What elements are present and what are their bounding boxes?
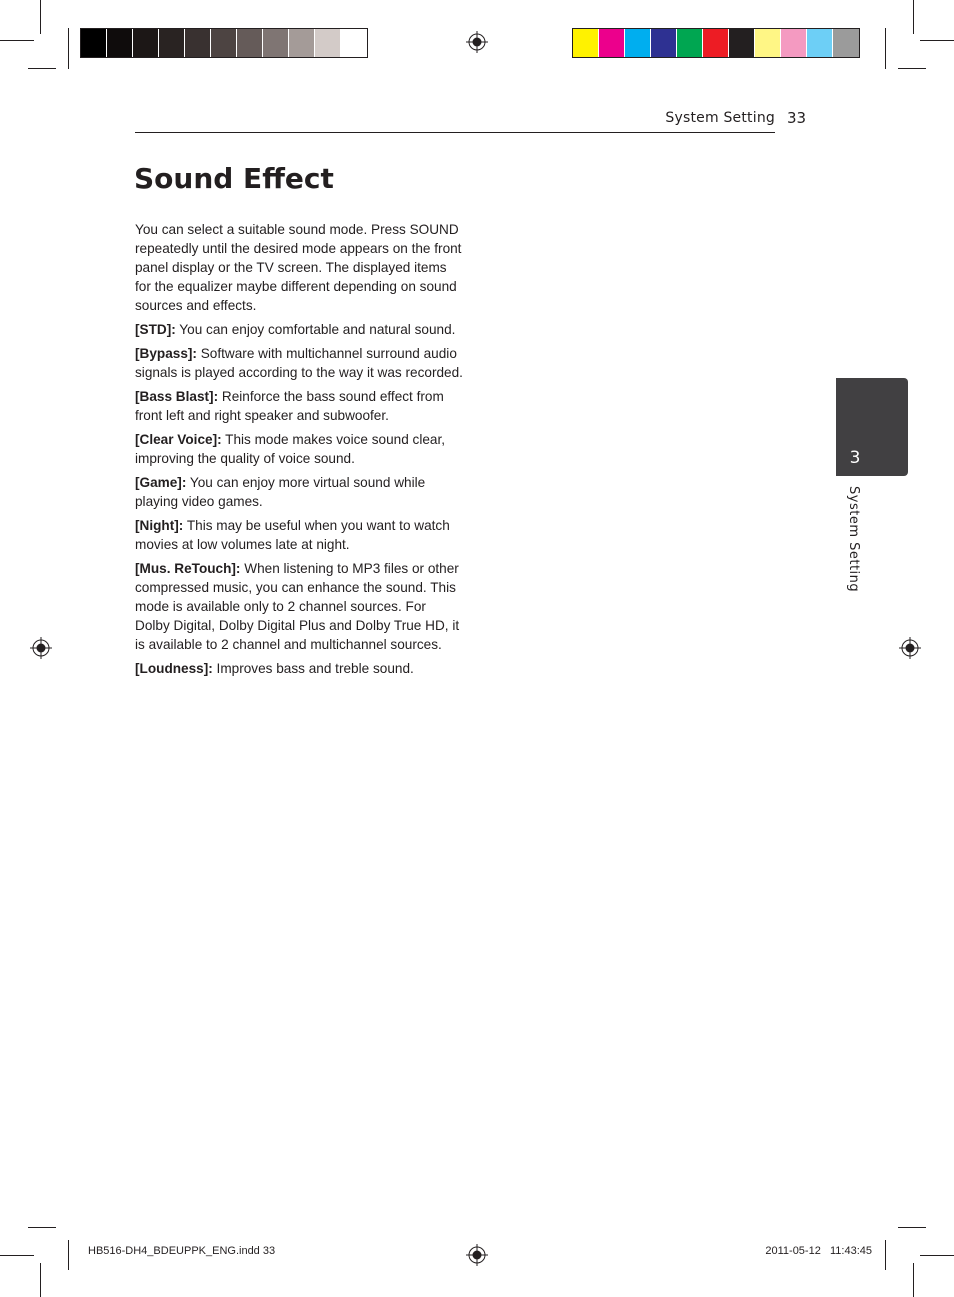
color-swatch	[703, 29, 729, 57]
crop-mark	[885, 1240, 886, 1270]
color-swatch	[677, 29, 703, 57]
registration-mark-icon	[466, 1244, 488, 1266]
color-swatch	[185, 29, 211, 57]
chapter-label: System Setting	[846, 486, 861, 593]
sound-mode-item	[135, 559, 463, 654]
crop-mark	[913, 0, 914, 34]
crop-mark	[28, 68, 56, 69]
registration-mark-icon	[899, 637, 921, 659]
chapter-number: 3	[849, 448, 861, 468]
color-swatch	[781, 29, 807, 57]
sound-mode-term: [STD]:	[135, 322, 176, 337]
intro-paragraph: You can select a suitable sound mode. Press SOUND repeatedly until the desired mode appears on the front panel display or the TV screen. The displayed items for the equalizer maybe different depending on sound sources and effects.	[135, 222, 462, 313]
color-swatch	[263, 29, 289, 57]
color-swatch	[315, 29, 341, 57]
sound-mode-item	[135, 387, 463, 425]
crop-mark	[28, 1227, 56, 1228]
color-swatch	[289, 29, 315, 57]
crop-mark	[920, 1255, 954, 1256]
crop-mark	[68, 28, 69, 69]
crop-mark	[40, 1263, 41, 1297]
color-swatch	[237, 29, 263, 57]
sound-mode-item	[135, 344, 463, 382]
sound-mode-item	[135, 430, 463, 468]
sound-mode-description: You can enjoy comfortable and natural sound.	[175, 322, 456, 337]
gray-calibration-bar	[80, 28, 368, 58]
crop-mark	[68, 1240, 69, 1270]
registration-mark-icon	[30, 637, 52, 659]
sound-mode-description: Software with multichannel surround audio signals is played according to the way it was recorded.	[135, 346, 463, 380]
sound-mode-description: When listening to MP3 files or other compressed music, you can enhance the sound. This mode is available only to 2 channel sources. For Dolby Digital, Dolby Digital Plus and Dolby True HD, it is available to 2 channel and multichannel sources.	[135, 561, 460, 652]
page-number: 33	[787, 109, 807, 127]
footer-timestamp: 2011-05-12 11:43:45	[765, 1245, 872, 1257]
sound-mode-item	[135, 473, 463, 511]
crop-mark	[0, 1255, 34, 1256]
sound-mode-item	[135, 659, 463, 678]
sound-mode-term: [Night]:	[135, 518, 184, 533]
sound-mode-term: [Mus. ReTouch]:	[135, 561, 241, 576]
crop-mark	[0, 40, 34, 41]
crop-mark	[40, 0, 41, 34]
running-header-section: System Setting	[665, 110, 775, 126]
sound-mode-description: Improves bass and treble sound.	[212, 661, 414, 676]
sound-mode-description: This mode makes voice sound clear, improving the quality of voice sound.	[135, 432, 446, 466]
registration-mark-icon	[466, 31, 488, 53]
footer-file-name: HB516-DH4_BDEUPPK_ENG.indd 33	[88, 1245, 276, 1257]
header-rule	[135, 132, 775, 133]
crop-mark	[898, 68, 926, 69]
sound-mode-list	[135, 320, 463, 678]
sound-mode-item	[135, 516, 463, 554]
color-swatch	[341, 29, 367, 57]
page-title: Sound Effect	[134, 162, 334, 195]
crop-mark	[913, 1263, 914, 1297]
color-swatch	[755, 29, 781, 57]
color-swatch	[729, 29, 755, 57]
sound-mode-term: [Clear Voice]:	[135, 432, 222, 447]
color-swatch	[573, 29, 599, 57]
color-swatch	[625, 29, 651, 57]
sound-mode-description: This may be useful when you want to watch movies at low volumes late at night.	[135, 518, 450, 552]
color-swatch	[81, 29, 107, 57]
color-swatch	[599, 29, 625, 57]
sound-mode-term: [Game]:	[135, 475, 187, 490]
color-swatch	[833, 29, 859, 57]
crop-mark	[898, 1227, 926, 1228]
sound-mode-description: You can enjoy more virtual sound while playing video games.	[135, 475, 426, 509]
body-text	[135, 220, 463, 683]
color-swatch	[807, 29, 833, 57]
color-swatch	[107, 29, 133, 57]
sound-mode-term: [Bass Blast]:	[135, 389, 219, 404]
sound-mode-item	[135, 320, 463, 339]
color-swatch	[159, 29, 185, 57]
color-swatch	[133, 29, 159, 57]
color-swatch	[651, 29, 677, 57]
sound-mode-description: Reinforce the bass sound effect from front left and right speaker and subwoofer.	[135, 389, 444, 423]
color-swatch	[211, 29, 237, 57]
color-calibration-bar	[572, 28, 860, 58]
sound-mode-term: [Bypass]:	[135, 346, 197, 361]
sound-mode-term: [Loudness]:	[135, 661, 213, 676]
crop-mark	[885, 28, 886, 69]
crop-mark	[920, 40, 954, 41]
